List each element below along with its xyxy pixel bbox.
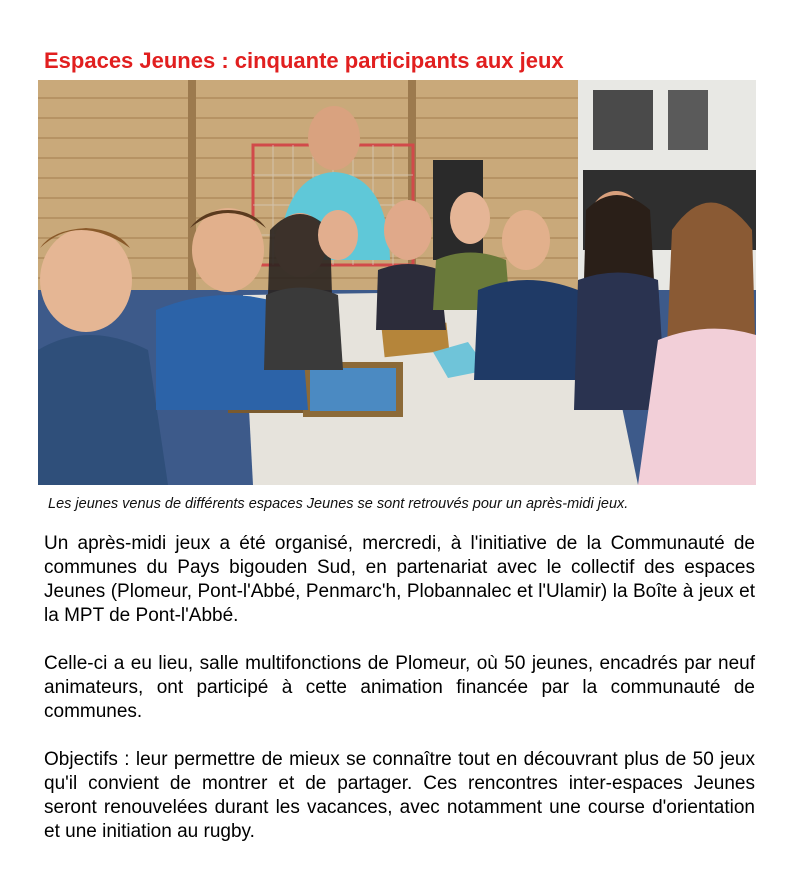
article-photo xyxy=(38,80,756,485)
article-title: Espaces Jeunes : cinquante participants aux jeux xyxy=(44,48,564,73)
group-photo-illustration xyxy=(38,80,756,485)
article-body xyxy=(44,532,755,868)
article-paragraph-3: Objectifs : leur permettre de mieux se connaître tout en découvrant plus de 50 jeux qu'il convient de montrer et de partager. Ces rencontres inter-espaces Jeunes seront renouvelées durant les vacances, avec notamment une course d'orientation et une initiation au rugby. xyxy=(44,749,755,842)
article-paragraph-1: Un après-midi jeux a été organisé, mercredi, à l'initiative de la Communauté de communes du Pays bigouden Sud, en partenariat avec le collectif des espaces Jeunes (Plomeur, Pont-l'Abbé, Penmarc'h, Plobannalec et l'Ulamir) la Boîte à jeux et la MPT de Pont-l'Abbé. xyxy=(44,533,755,626)
article-paragraph-2: Celle-ci a eu lieu, salle multifonctions de Plomeur, où 50 jeunes, encadrés par neuf animateurs, ont participé à cette animation financée par la communauté de communes. xyxy=(44,653,755,722)
photo-caption: Les jeunes venus de différents espaces Jeunes se sont retrouvés pour un après-midi jeux. xyxy=(48,496,629,512)
